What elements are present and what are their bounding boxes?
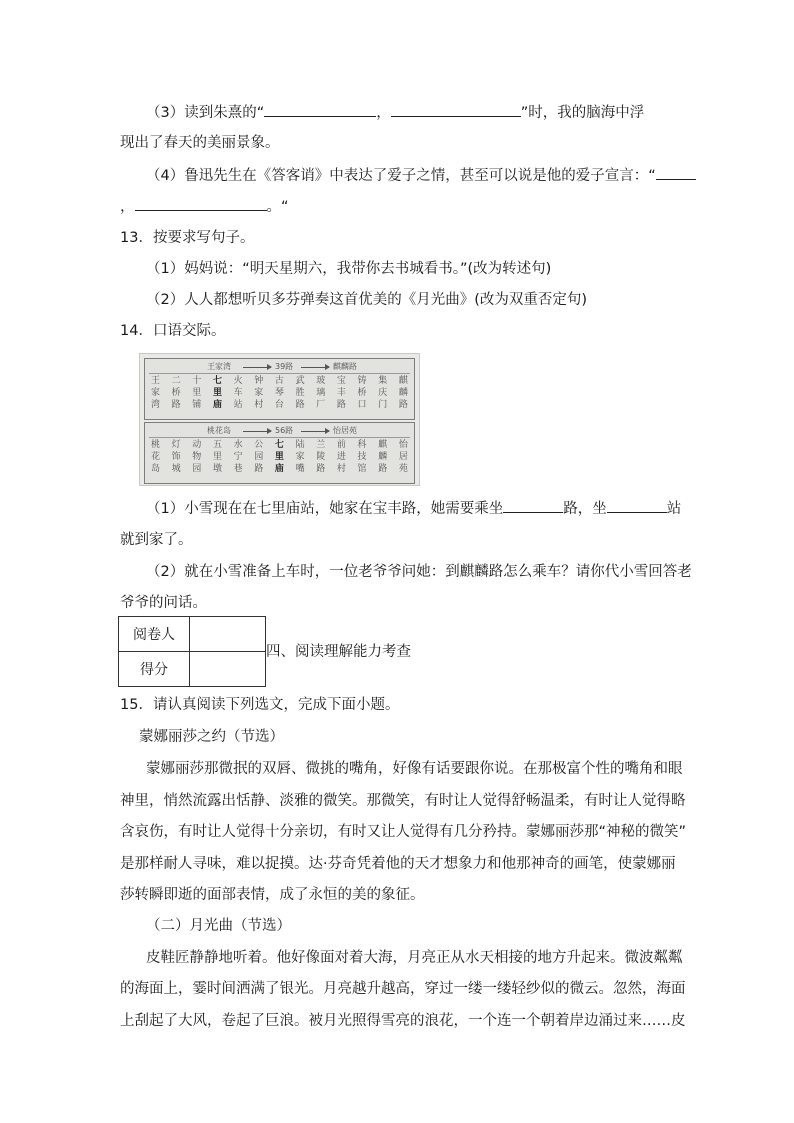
passage1-title: 蒙娜丽莎之约（节选） [139,729,284,745]
q13-item2: （2）人人都想听贝多芬弹奏这首优美的《月光曲》(改为双重否定句) [146,292,588,308]
q14-item1 [146,498,681,519]
route-56-box [144,422,415,484]
q12-item3 [146,102,644,123]
score-table [118,616,266,687]
arrow-right-icon [301,367,329,368]
bus-route-image [139,353,420,486]
bus-stop: 七里庙 [274,440,284,474]
arrow-right-icon [243,367,271,368]
score-cell[interactable] [190,652,266,687]
bus-stop: 钟家村 [254,376,264,410]
route-divider [149,373,410,374]
q14-item1-mid: 路，坐 [563,501,607,517]
passage1-line: 含哀伤，有时让人觉得十分亲切，有时又让人觉得有几分矜持。蒙娜丽莎那“神秘的微笑” [120,824,687,840]
arrow-right-icon [243,431,271,432]
q12-item4-line2 [120,196,289,217]
bus-stop: 动物园 [192,440,202,474]
answer-blank[interactable] [264,102,376,117]
q14-item2-line2: 爷爷的问话。 [120,595,207,611]
q12-item3-comma: ， [376,105,391,121]
bus-stop: 怡居苑 [398,440,408,474]
bus-stop: 王家湾 [150,376,160,410]
route-39-destination: 麒麟路 [333,362,357,371]
bus-stop: 桃花岛 [150,440,160,474]
answer-blank[interactable] [656,165,696,180]
q13-title: 13．按要求写句子。 [120,230,255,246]
bus-stop: 七里庙 [212,376,222,410]
bus-stop: 麒麟路 [398,376,408,410]
bus-stop: 宝丰路 [336,376,346,410]
route-56-stops [149,439,410,479]
route-56-destination: 怡居苑 [333,426,357,435]
q15-title: 15．请认真阅读下列选文，完成下面小题。 [120,697,400,713]
bus-stop: 水宁巷 [233,440,243,474]
q12-item4-end: 。“ [266,199,289,215]
answer-blank[interactable] [135,196,267,211]
bus-stop: 公园路 [254,440,264,474]
passage2-line: 上刮起了大风，卷起了巨浪。被月光照得雪亮的浪花，一个连一个朝着岸边涌过来……皮 [120,1013,686,1029]
q13-item1: （1）妈妈说：“明天星期六，我带你去书城看书。”(改为转述句) [146,261,552,277]
passage1-line: 是那样耐人寻味，难以捉摸。达·芬奇凭着他的天才想象力和他那神奇的画笔，使蒙娜丽 [120,856,676,872]
q12-item3-text: （3）读到朱熹的“ [146,105,265,121]
q12-item3-tail: ”时，我的脑海中浮 [520,105,645,121]
q12-item4 [146,165,696,186]
route-56-number: 56路 [275,426,294,435]
bus-stop: 陆家嘴 [295,440,305,474]
passage2-line: 的海面上，霎时间洒满了银光。月亮越升越高，穿过一缕一缕轻纱似的微云。忽然，海面 [120,981,686,997]
section-title: 四、阅读理解能力考查 [266,644,411,660]
route-39-number: 39路 [275,362,294,371]
answer-blank[interactable] [391,102,521,117]
bus-stop: 二桥路 [171,376,181,410]
q14-item1-tail: 站 [666,501,682,517]
arrow-right-icon [301,431,329,432]
reviewer-cell[interactable] [190,617,266,652]
q14-item1-text: （1）小雪现在在七里庙站，她家在宝丰路，她需要乘坐 [146,501,504,517]
route-39-stops [149,375,410,415]
route-divider [149,437,410,438]
bus-stop: 铸桥口 [357,376,367,410]
answer-blank[interactable] [607,498,667,513]
bus-stop: 前进村 [336,440,346,474]
q12-item4-text: （4）鲁迅先生在《答客诮》中表达了爱子之情，甚至可以说是他的爱子宣言：“ [146,168,656,184]
q14-item2: （2）就在小雪准备上车时，一位老爷爷问她：到麒麟路怎么乘车？请你代小雪回答老 [146,564,692,580]
passage1-line: 神里，悄然流露出恬静、淡雅的微笑。那微笑，有时让人觉得舒畅温柔，有时让人觉得略 [120,793,686,809]
passage2-title: （二）月光曲（节选） [146,918,291,934]
bus-stop: 兰陵路 [316,440,326,474]
q12-item4-comma: ， [120,199,135,215]
bus-stop: 麒麟路 [378,440,388,474]
bus-stop: 集庆门 [378,376,388,410]
route-39-box [144,358,415,420]
passage1-line: 莎转瞬即逝的面部表情，成了永恒的美的象征。 [120,887,425,903]
score-label: 得分 [119,652,190,687]
reviewer-label: 阅卷人 [119,617,190,652]
passage2-line: 皮鞋匠静静地听着。他好像面对着大海，月亮正从水天相接的地方升起来。微波粼粼 [146,950,683,966]
bus-stop: 玻璃厂 [316,376,326,410]
q14-item1-line2: 就到家了。 [120,532,193,548]
bus-stop: 武胜路 [295,376,305,410]
bus-stop: 十里铺 [192,376,202,410]
route-39-origin: 王家湾 [207,362,231,371]
bus-stop: 火车站 [233,376,243,410]
bus-stop: 科技馆 [357,440,367,474]
bus-stop: 古琴台 [274,376,284,410]
bus-stop: 灯饰城 [171,440,181,474]
route-56-origin: 桃花岛 [207,426,231,435]
q12-item3-line2: 现出了春天的美丽景象。 [120,135,280,151]
bus-stop: 五里墩 [212,440,222,474]
q14-title: 14．口语交际。 [120,323,226,339]
passage1-line: 蒙娜丽莎那微抿的双唇、微挑的嘴角，好像有话要跟你说。在那极富个性的嘴角和眼 [146,761,683,777]
answer-blank[interactable] [503,498,563,513]
